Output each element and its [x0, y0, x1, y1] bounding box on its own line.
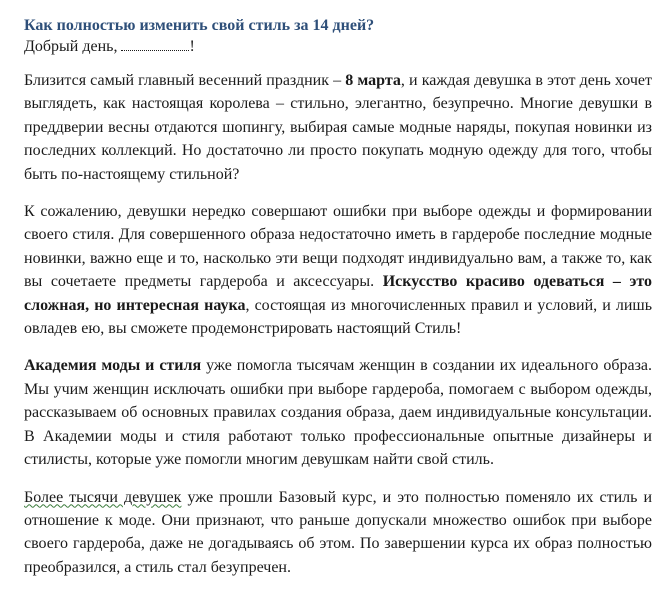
paragraph-text: , и каждая девушка в этот день хочет выглядеть, как настоящая королева – стильно, элегантно, безупречно. Многие девушки в преддверии весны отдаются шопингу, выбирая самые модные наряды, покупая новинки из последних коллекций. Но достаточно ли просто покупать модную одежду для того, чтобы быть по-настоящему стильной? [24, 72, 653, 183]
paragraph-text: К сожалению, девушки нередко совершают ошибки при выборе одежды и формировании своего стиля. Для совершенного образа недостаточно иметь в гардеробе последние модные новинки, важно еще и то, насколько эти вещи подходят индивидуально вам, а также то, как вы сочетаете предметы гардероба и аксессуары. [24, 203, 652, 291]
name-placeholder-blank [121, 36, 189, 51]
greeting-exclamation: ! [189, 38, 195, 55]
bold-academy-name: Академия моды и стиля [24, 357, 202, 375]
paragraph-academy [24, 354, 652, 471]
paragraph-course [24, 486, 652, 580]
paragraph-text: , состоящая из многочисленных правил и условий, и лишь овладев ею, вы сможете продемонстрировать настоящий Стиль! [24, 296, 653, 338]
paragraph-march-8 [24, 69, 652, 186]
document-title: Как полностью изменить свой стиль за 14 дней? [24, 17, 375, 34]
greeting-line [24, 36, 652, 58]
paragraph-text: уже прошли Базовый курс, и это полностью поменяло их стиль и отношение к моде. Они признают, что раньше допускали множество ошибок при выборе своего гардероба, даже не догадываясь об этом. По завершении курса их образ полностью преобразился, а стиль стал безупречен. [24, 488, 653, 576]
bold-phrase-art: Искусство красиво одеваться – это сложная, но интересная наука [24, 273, 653, 314]
bold-date: 8 марта [345, 72, 401, 89]
paragraph-text: уже помогла тысячам женщин в создании их идеального образа. Мы учим женщин исключать ошибки при выборе гардероба, помогаем с выбором одежды, рассказываем об основных правилах создания образа, даем индивидуальные консультации. В Академии моды и стиля работают только профессиональные опытные дизайнеры и стилисты, которые уже помогли многим девушкам найти свой стиль. [24, 357, 652, 469]
paragraph-mistakes [24, 200, 652, 340]
spellcheck-underlined-phrase: Более тысячи девушек [24, 488, 182, 506]
document-page [24, 16, 652, 593]
paragraph-text: Близится самый главный весенний праздник – [24, 72, 346, 89]
greeting-text: Добрый день, [24, 38, 118, 55]
